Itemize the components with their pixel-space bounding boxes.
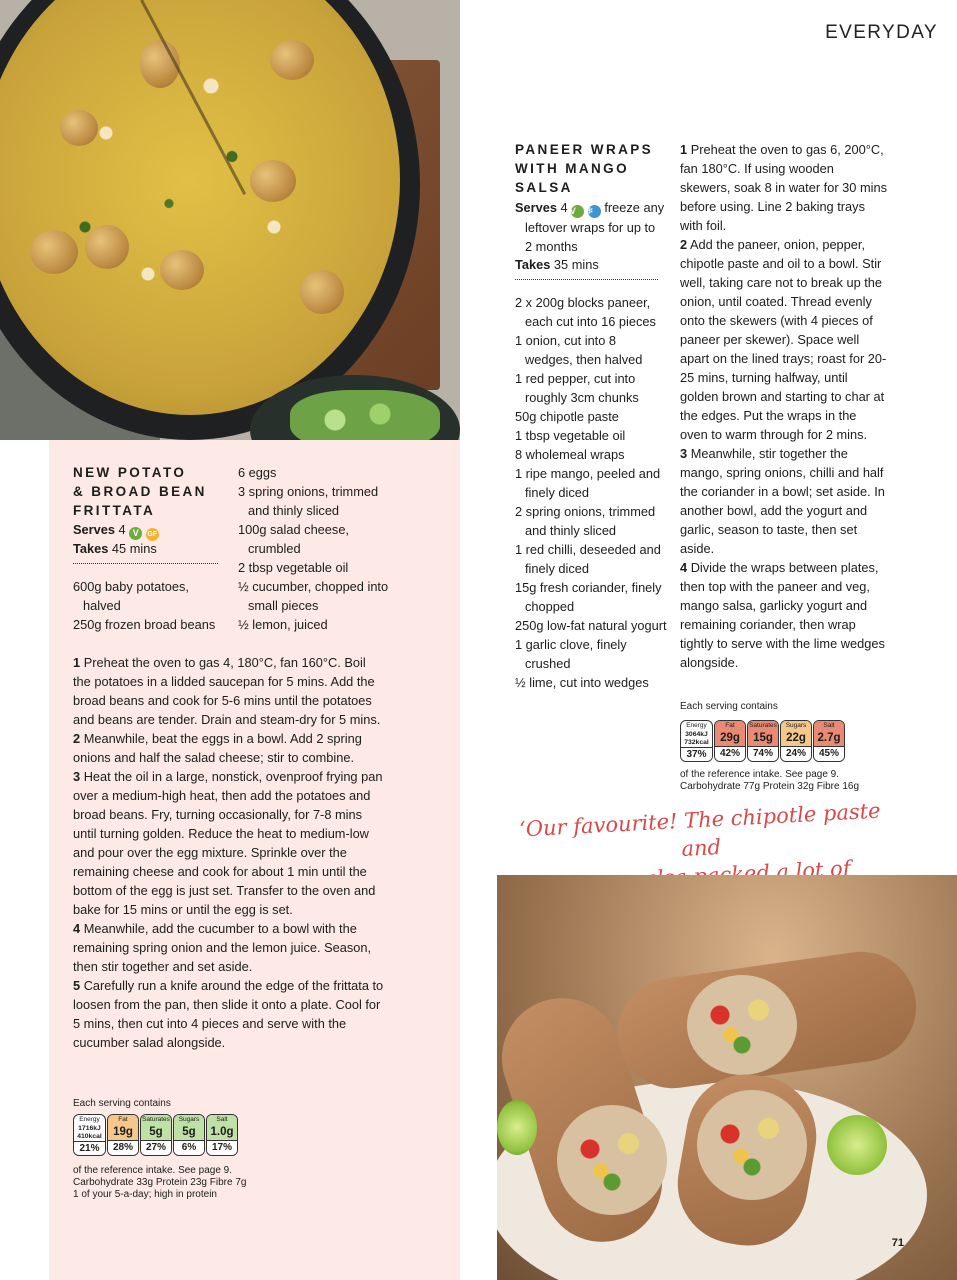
nutrition-salt: Salt 1.0g 17% xyxy=(206,1114,238,1156)
frittata-nutrition-footer: of the reference intake. See page 9. Carbohydrate 33g Protein 23g Fibre 7g 1 of your 5-a-day; high in protein xyxy=(73,1165,247,1200)
nutrition-saturates: Saturates 5g 27% xyxy=(140,1114,172,1156)
ingredient-item: 2 tbsp vegetable oil xyxy=(238,560,349,575)
method-step: 2 Meanwhile, beat the eggs in a bowl. Add 2 spring onions and half the salad cheese; stir to combine. xyxy=(73,731,362,765)
ingredient-item: 250g frozen broad beans xyxy=(73,617,216,632)
vegetarian-icon: V xyxy=(129,527,142,540)
frittata-takes: Takes 45 mins xyxy=(73,541,157,556)
ingredient-item: 6 eggs xyxy=(238,465,277,480)
paneer-divider xyxy=(515,279,658,280)
paneer-serves: Serves 4 V ❄ freeze any leftover wraps for up to 2 months xyxy=(515,200,665,254)
frittata-photo xyxy=(0,0,460,440)
paneer-nutrition-label xyxy=(680,720,845,762)
ingredient-item: 100g salad cheese, crumbled xyxy=(238,522,349,556)
page-number: 71 xyxy=(891,1237,904,1249)
method-step: 1 Preheat the oven to gas 4, 180°C, fan 160°C. Boil the potatoes in a lidded saucepan for 5 mins. Add the broad beans and cook for 5-6 mins until the potatoes and beans are tender. Drain and steam-dry for 5 mins. xyxy=(73,655,381,727)
frittata-ingredients-col2 xyxy=(238,463,398,634)
gluten-free-icon: GF xyxy=(146,528,159,541)
ingredient-item: 1 ripe mango, peeled and finely diced xyxy=(515,466,661,500)
paneer-nutrition-title: Each serving contains xyxy=(680,701,778,712)
method-step: 4 Meanwhile, add the cucumber to a bowl with the remaining spring onion and the lemon juice. Season, then stir together and set aside. xyxy=(73,921,372,974)
vegetarian-icon: V xyxy=(571,205,584,218)
frittata-title: NEW POTATO & BROAD BEAN FRITTATA xyxy=(73,465,207,518)
ingredient-item: 3 spring onions, trimmed and thinly sliced xyxy=(238,484,379,518)
ingredient-item: 2 x 200g blocks paneer, each cut into 16 pieces xyxy=(515,295,656,329)
section-label: EVERYDAY xyxy=(825,22,938,43)
ingredient-item: ½ lemon, juiced xyxy=(238,617,328,632)
ingredient-item: 600g baby potatoes, halved xyxy=(73,579,189,613)
ingredient-item: 15g fresh coriander, finely chopped xyxy=(515,580,662,614)
paneer-ingredients xyxy=(515,293,667,692)
paneer-method xyxy=(680,140,887,672)
method-step: 2 Add the paneer, onion, pepper, chipotle paste and oil to a bowl. Stir well, taking care not to break up the onion, until coated. Thread evenly onto the skewers (with 4 pieces of paneer per skewer). Space well apart on the lined trays; roast for 20-25 mins, turning halfway, until golden brown and starting to char at the edges. Put the wraps in the oven to warm through for 2 mins. xyxy=(680,237,887,442)
ingredient-item: 8 wholemeal wraps xyxy=(515,447,625,462)
pull-quote: ‘Our favourite! The chipotle paste and xyxy=(518,798,882,862)
paneer-nutrition-footer: of the reference intake. See page 9. Carbohydrate 77g Protein 32g Fibre 16g xyxy=(680,769,860,792)
ingredient-item: 1 tbsp vegetable oil xyxy=(515,428,626,443)
ingredient-item: 1 red chilli, deseeded and finely diced xyxy=(515,542,661,576)
method-step: 3 Meanwhile, stir together the mango, spring onions, chilli and half the coriander in a bowl; set aside. In another bowl, add the yogurt and garlic, season to taste, then set aside. xyxy=(680,446,885,556)
ingredient-item: ½ lime, cut into wedges xyxy=(515,675,649,690)
method-step: 5 Carefully run a knife around the edge of the frittata to loosen from the pan, then slide it onto a plate. Cool for 5 mins, then cut into 4 pieces and serve with the cucumber salad alongside. xyxy=(73,978,384,1050)
nutrition-energy: Energy 3064kJ 732kcal 37% xyxy=(680,720,713,762)
method-step: 1 Preheat the oven to gas 6, 200°C, fan 180°C. If using wooden skewers, soak 8 in water for 30 mins before using. Line 2 baking trays with foil. xyxy=(680,142,887,233)
frittata-method xyxy=(73,653,387,1052)
paneer-takes: Takes 35 mins xyxy=(515,257,599,272)
ingredient-item: 1 onion, cut into 8 wedges, then halved xyxy=(515,333,643,367)
nutrition-saturates: Saturates 15g 74% xyxy=(747,720,779,762)
ingredient-item: 50g chipotle paste xyxy=(515,409,619,424)
frittata-nutrition-label xyxy=(73,1114,238,1156)
ingredient-item: 1 garlic clove, finely crushed xyxy=(515,637,627,671)
nutrition-fat: Fat 19g 28% xyxy=(107,1114,139,1156)
nutrition-sugars: Sugars 22g 24% xyxy=(780,720,812,762)
frittata-divider xyxy=(73,563,218,564)
frittata-ingredients-col1 xyxy=(73,577,228,634)
ingredient-item: 1 red pepper, cut into roughly 3cm chunks xyxy=(515,371,639,405)
method-step: 4 Divide the wraps between plates, then top with the paneer and veg, mango salsa, garlicky yogurt and remaining coriander, then wrap tightly to serve with the lime wedges alongside. xyxy=(680,560,885,670)
paneer-wraps-photo xyxy=(497,875,957,1280)
ingredient-item: 2 spring onions, trimmed and thinly sliced xyxy=(515,504,656,538)
nutrition-energy: Energy 1716kJ 410kcal 21% xyxy=(73,1114,106,1156)
nutrition-sugars: Sugars 5g 6% xyxy=(173,1114,205,1156)
freeze-icon: ❄ xyxy=(588,205,601,218)
frittata-serves: Serves 4 V GF xyxy=(73,520,159,541)
ingredient-item: ½ cucumber, chopped into small pieces xyxy=(238,579,389,613)
method-step: 3 Heat the oil in a large, nonstick, ovenproof frying pan over a medium-high heat, then add the potatoes and broad beans. Fry, turning occasionally, for 7-8 mins until turning golden. Reduce the heat to medium-low and pour over the egg mixture. Sprinkle over the remaining cheese and cook for about 1 min until the bottom of the egg is just set. Transfer to the oven and bake for 15 mins or until the egg is set. xyxy=(73,769,383,917)
frittata-nutrition-title: Each serving contains xyxy=(73,1098,171,1109)
paneer-title: PANEER WRAPS WITH MANGO SALSA xyxy=(515,142,654,195)
ingredient-item: 250g low-fat natural yogurt xyxy=(515,618,667,633)
nutrition-salt: Salt 2.7g 45% xyxy=(813,720,845,762)
nutrition-fat: Fat 29g 42% xyxy=(714,720,746,762)
